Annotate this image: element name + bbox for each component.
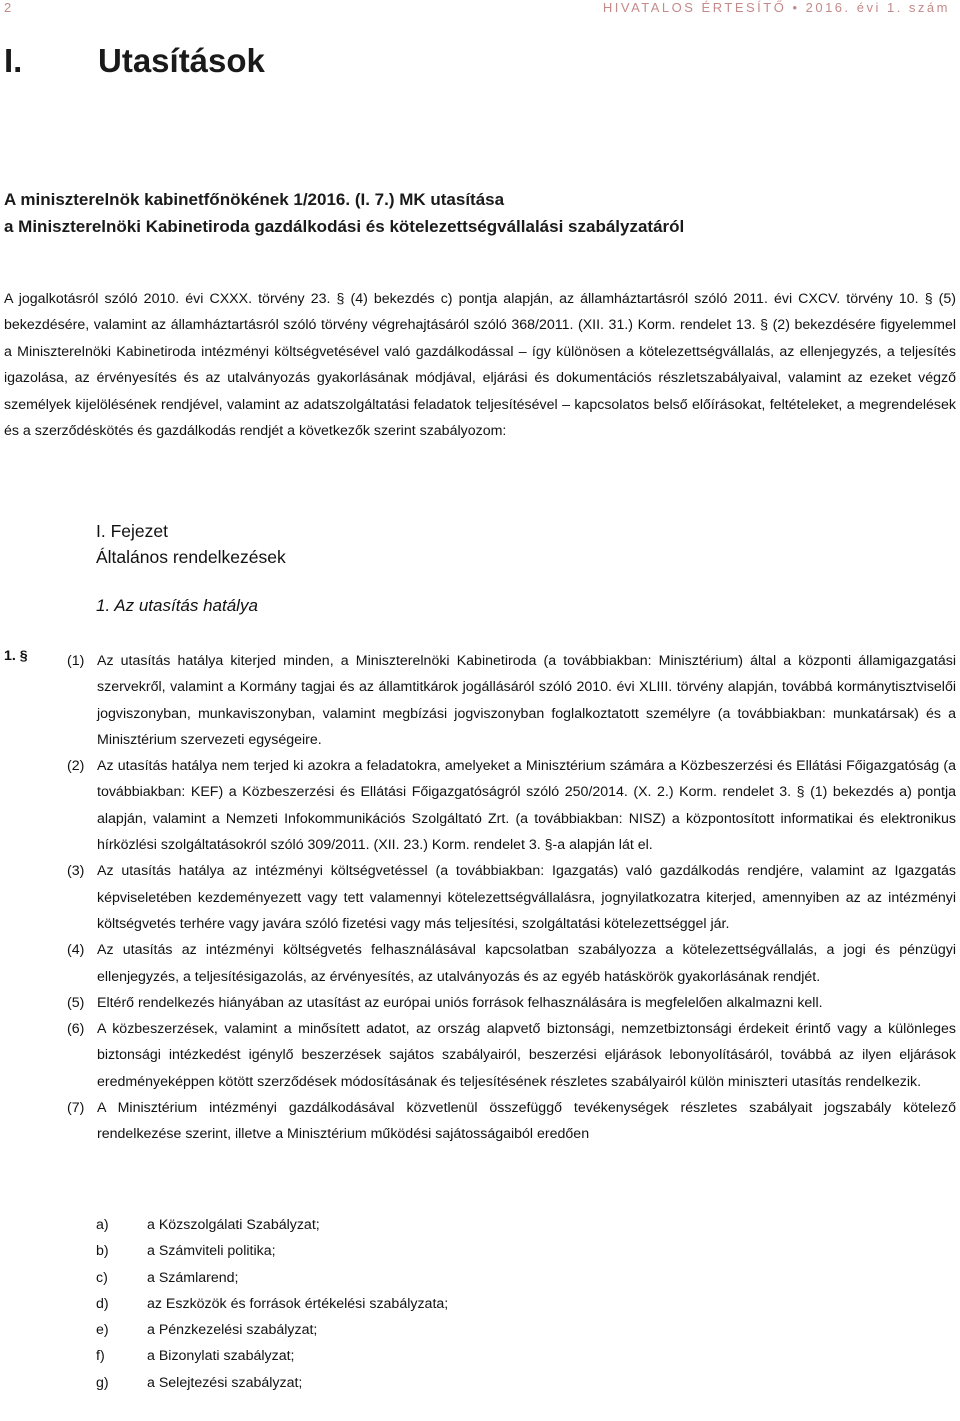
paragraph-text: A Minisztérium intézményi gazdálkodásával közvetlenül összefüggő tevékenységek részletes szabályait jogszabály kötelező rendelkezése szerint, illetve a Minisztérium működési sajátosságaiból eredően <box>97 1100 956 1143</box>
list-letter: f) <box>96 1348 105 1365</box>
list-text: a Bizonylati szabályzat; <box>147 1348 295 1365</box>
document-title-line-1: A miniszterelnök kabinetfőnökének 1/2016. (I. 7.) MK utasítása <box>4 190 505 209</box>
paragraph-number: (2) <box>67 758 85 775</box>
list-text: a Közszolgálati Szabályzat; <box>147 1217 320 1233</box>
document-title-line-2: a Miniszterelnöki Kabinetiroda gazdálkodási és kötelezettségvállalási szabályzatáról <box>4 217 685 236</box>
paragraph-2 <box>4 753 956 858</box>
section-roman-numeral: I. <box>4 42 23 79</box>
list-text: a Számlarend; <box>147 1269 239 1286</box>
chapter-heading <box>96 518 286 570</box>
paragraph-text: Az utasítás hatálya nem terjed ki azokra a feladatokra, amelyeket a Minisztérium számára a Közbeszerzési és Ellátási Főigazgatóság (a továbbiakban: KEF) a Közbeszerzési és Ellátási Főigazgatóságról szóló 250/2014. (X. 2.) Korm. rendelet 3. § (1) bekezdés a) pontja alapján, valamint a Nemzeti Infokommunikációs Szolgáltató Zrt. (a továbbiakban: NISZ) a központosított informatikai és elektronikus hírközlési szolgáltatásokról szóló 309/2011. (XII. 23.) Korm. rendelet 3. §-a alapján lát el. <box>97 758 956 854</box>
paragraph-text: Eltérő rendelkezés hiányában az utasítást az európai uniós források felhasználására is megfelelően alkalmazni kell. <box>97 994 823 1011</box>
paragraph-4 <box>4 937 956 990</box>
paragraph-text: Az utasítás hatálya kiterjed minden, a Miniszterelnöki Kabinetiroda (a továbbiakban: Minisztérium) által a központi államigazgatási szervekről, valamint a Kormány tagjai és az államtitkárok jogállásáról szóló 2010. évi XLIII. törvény alapján, továbbá kormánytisztviselői jogviszonyban, munkaviszonyban, valamint megbízási jogviszonyban foglalkoztatott személyre (a továbbiakban: munkatársak) és a Minisztérium szervezeti egységeire. <box>97 653 956 748</box>
paragraph-6 <box>4 1016 956 1095</box>
paragraph-number: (3) <box>67 863 85 880</box>
page-number: 2 <box>4 0 12 15</box>
document-title <box>4 186 684 240</box>
chapter-title: Általános rendelkezések <box>96 547 286 567</box>
paragraph-text: A közbeszerzések, valamint a minősített adatot, az ország alapvető biztonsági, nemzetbiztonsági érdekeit érintő vagy a különleges biztonsági intézkedést igénylő beszerzések sajátos szabályairól, beszerzési eljárások lebonyolításáról, továbbá az ilyen eljárások eredményeképpen kötött szerződések módosításának és teljesítésének részletes szabályairól külön miniszteri utasítás rendelkezik. <box>97 1021 956 1090</box>
paragraph-1 <box>4 648 956 753</box>
list-text: a Selejtezési szabályzat; <box>147 1374 303 1391</box>
list-letter: e) <box>96 1322 109 1339</box>
subheading: 1. Az utasítás hatálya <box>96 596 258 615</box>
list-text: az Eszközök és források értékelési szabályzata; <box>147 1295 449 1312</box>
list-letter: c) <box>96 1269 108 1286</box>
paragraph-text: Az utasítás az intézményi költségvetés felhasználásával kapcsolatban szabályozza a kötelezettségvállalás, a jogi és pénzügyi ellenjegyzés, a teljesítésigazolás, az érvényesítés, az utalványozás és az egyéb hatáskörök gyakorlásának rendjét. <box>97 942 956 985</box>
section-label: Utasítások <box>98 42 265 79</box>
section-one <box>4 648 956 1148</box>
paragraph-number: (6) <box>67 1021 85 1038</box>
paragraph-number: (4) <box>67 942 85 959</box>
paragraph-5 <box>4 990 956 1016</box>
paragraph-number: (5) <box>67 994 85 1011</box>
paragraph-number: (1) <box>67 653 85 669</box>
list-text: a Pénzkezelési szabályzat; <box>147 1322 318 1339</box>
paragraph-7 <box>4 1095 956 1148</box>
paragraph-text: Az utasítás hatálya az intézményi költségvetéssel (a továbbiakban: Igazgatás) való gazdálkodás rendjére, valamint az Igazgatás képviseletében kezdeményezett vagy tett valamennyi kötelezettségvállalásra, jognyilatkozatra kiterjed, amennyiben az az intézményi költségvetés terhére vagy javára szóló fizetési vagy más teljesítési, szolgáltatási kötelezettséggel jár. <box>97 863 956 932</box>
section-number: 1. § <box>4 648 28 664</box>
page-header <box>0 0 960 18</box>
list-letter: d) <box>96 1295 109 1312</box>
list-text: a Számviteli politika; <box>147 1243 276 1260</box>
paragraph-3 <box>4 858 956 937</box>
paragraph-number: (7) <box>67 1100 85 1117</box>
list-letter: a) <box>96 1217 109 1233</box>
list-letter: b) <box>96 1243 109 1260</box>
preamble: A jogalkotásról szóló 2010. évi CXXX. törvény 23. § (4) bekezdés c) pontja alapján, az államháztartásról szóló 2011. évi CXCV. törvény 10. § (5) bekezdésére, valamint az államháztartásról szóló törvény végrehajtásáról szóló 368/2011. (XII. 31.) Korm. rendelet 13. § (2) bekezdésére figyelemmel a Miniszterelnöki Kabinetiroda intézményi költségvetésével való gazdálkodással – így különösen a kötelezettségvállalás, az ellenjegyzés, a teljesítés igazolása, az érvényesítés és az utalványozás gyakorlásának módjával, eljárási és dokumentációs részletszabályaival, valamint az ezeket végző személyek kijelölésének rendjével, valamint az adatszolgáltatási feladatok teljesítésével – kapcsolatos belső előírásokat, feltételeket, a megrendelések és a szerződéskötés és gazdálkodás rendjét a következők szerint szabályozom: <box>4 291 956 440</box>
chapter-number: I. Fejezet <box>96 521 168 541</box>
list-letter: g) <box>96 1374 109 1391</box>
running-head: HIVATALOS ÉRTESÍTŐ • 2016. évi 1. szám <box>602 0 950 15</box>
